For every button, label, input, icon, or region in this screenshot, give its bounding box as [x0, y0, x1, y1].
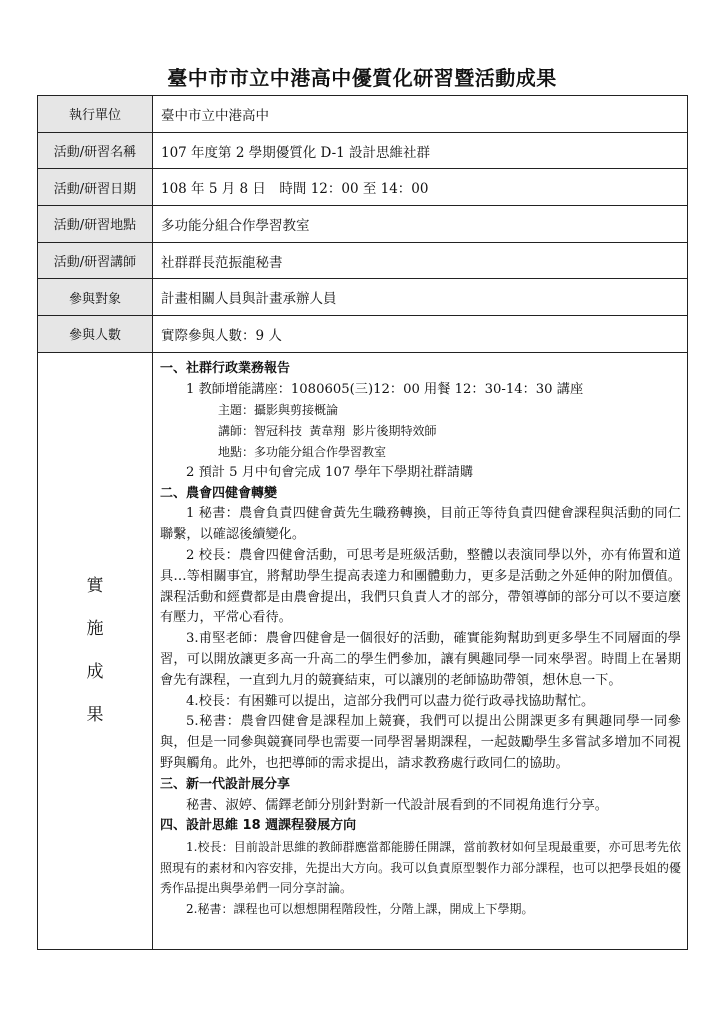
- row-label: 活動/研習講師: [38, 242, 153, 279]
- row-value: 臺中市立中港高中: [153, 96, 688, 133]
- activity-form-table: [37, 95, 688, 950]
- table-row: [38, 206, 688, 243]
- row-label: 活動/研習地點: [38, 206, 153, 243]
- section-text: 2 預計 5 月中旬會完成 107 學年下學期社群請購: [186, 464, 474, 480]
- row-value: 108 年 5 月 8 日 時間 12：00 至 14：00: [153, 169, 688, 206]
- section-paragraph: 3.甫堅老師：農會四健會是一個很好的活動，確實能夠幫助到更多學生不同層面的學習，可以開放讓更多高一升高二的學生們參加，讓有興趣同學一同來學習。時間上在暑期會先有課程，一直到九月的競賽結束，可以讓別的老師協助帶領，想休息一下。: [160, 631, 681, 688]
- results-row: [38, 352, 688, 949]
- section-heading: 二、農會四健會轉變: [160, 485, 278, 501]
- row-label: 活動/研習日期: [38, 169, 153, 206]
- row-value: 實際參與人數：9 人: [153, 316, 688, 353]
- table-row: [38, 279, 688, 316]
- section-heading: 三、新一代設計展分享: [160, 776, 291, 792]
- section-heading: 四、設計思維 18 週課程發展方向: [160, 818, 357, 834]
- table-row: [38, 132, 688, 169]
- results-label-char: 成: [86, 661, 104, 682]
- results-label-char: 施: [86, 618, 104, 639]
- section-text: 地點：多功能分組合作學習教室: [218, 445, 387, 459]
- section-text: 講師：智冠科技 黃韋翔 影片後期特效師: [218, 424, 437, 439]
- row-label: 執行單位: [38, 96, 153, 133]
- row-label: 參與對象: [38, 279, 153, 316]
- section-heading: 一、社群行政業務報告: [160, 360, 291, 376]
- row-value: 社群群長范振龍秘書: [153, 242, 688, 279]
- results-label: [38, 352, 153, 949]
- row-value: 計畫相關人員與計畫承辦人員: [153, 279, 688, 316]
- section-paragraph: 1 秘書：農會負責四健會黃先生職務轉換，目前正等待負責四健會課程與活動的同仁聯繫，以確認後續變化。: [160, 506, 681, 543]
- section-paragraph: 2 校長：農會四健會活動，可思考是班級活動，整體以表演同學以外，亦有佈置和道具…等相關事宜，將幫助學生提高表達力和團體動力，更多是活動之外延伸的附加價值。課程活動和經費都是由農會提出，我們只負責人才的部分，帶領導師的部分可以不要這麼有壓力，平常心看待。: [160, 547, 681, 626]
- results-label-char: 果: [86, 704, 104, 725]
- table-row: [38, 96, 688, 133]
- section-paragraph: 5.秘書：農會四健會是課程加上競賽，我們可以提出公開課更多有興趣同學一同參與，但是一同參與競賽同學也需要一同學習暑期課程，一起鼓勵學生多嘗試多增加不同視野與觸角。此外，也把導師的需求提出，請求教務處行政同仁的協助。: [160, 714, 681, 771]
- page-title: 臺中市市立中港高中優質化研習暨活動成果: [167, 66, 557, 90]
- results-label-char: 實: [86, 575, 104, 596]
- section-paragraph: 2.秘書：課程也可以想想開程階段性，分階上課，開成上下學期。: [186, 901, 534, 916]
- section-paragraph: 4.校長：有困難可以提出，這部分我們可以盡力從行政尋找協助幫忙。: [186, 693, 595, 709]
- row-value: 107 年度第 2 學期優質化 D-1 設計思維社群: [153, 132, 688, 169]
- table-row: [38, 316, 688, 353]
- section-text: 1 教師增能講座：1080605(三)12：00 用餐 12：30-14：30 講座: [186, 381, 584, 397]
- section-paragraph: 秘書、淑婷、儒鐸老師分別針對新一代設計展看到的不同視角進行分享。: [186, 797, 608, 813]
- section-text: 主題：攝影與剪接概論: [218, 403, 339, 418]
- table-row: [38, 242, 688, 279]
- row-value: 多功能分組合作學習教室: [153, 206, 688, 243]
- row-label: 活動/研習名稱: [38, 132, 153, 169]
- table-row: [38, 169, 688, 206]
- results-content: [153, 352, 688, 949]
- section-paragraph: 1.校長：目前設計思維的教師群應當都能勝任開課，當前教材如何呈現最重要，亦可思考先依照現有的素材和內容安排，先提出大方向。我可以負責原型製作力部分課程，也可以把學長姐的優秀作品提出與學弟們一同分享討論。: [160, 840, 681, 896]
- row-label: 參與人數: [38, 316, 153, 353]
